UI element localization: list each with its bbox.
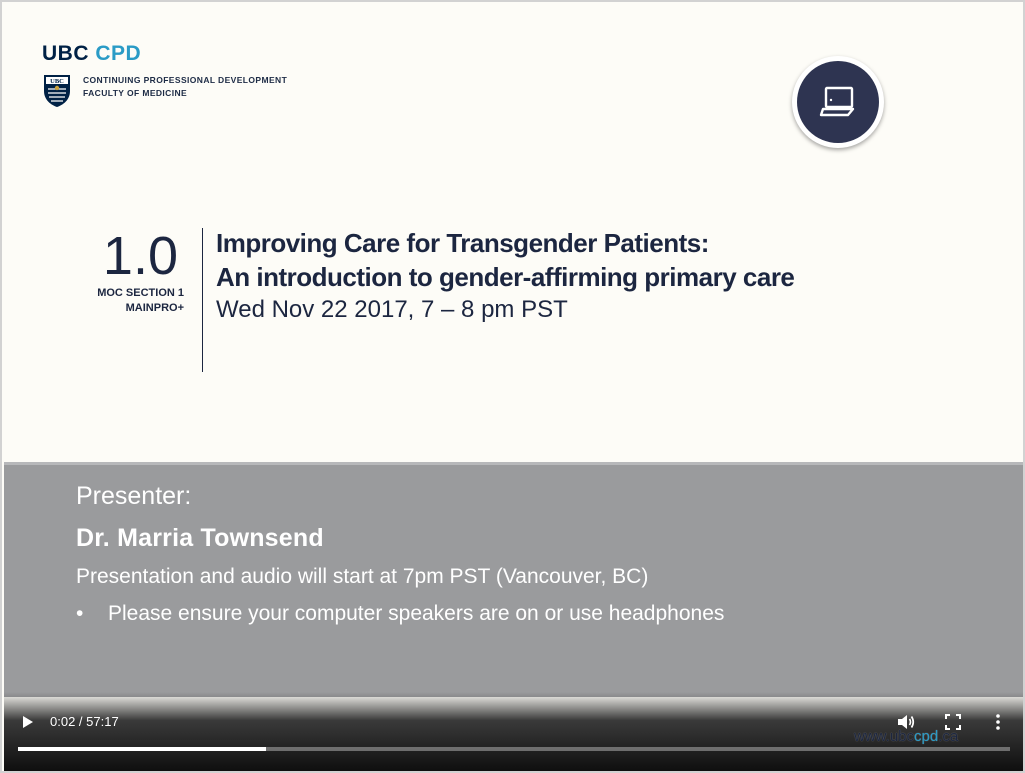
logo-cpd-text: CPD xyxy=(95,42,142,65)
presenter-panel xyxy=(4,462,1023,697)
play-icon[interactable] xyxy=(18,713,36,731)
session-subtitle: An introduction to gender-affirming primary care xyxy=(216,262,795,292)
presenter-label: Presenter: xyxy=(76,482,192,510)
session-date: Wed Nov 22 2017, 7 – 8 pm PST xyxy=(216,296,568,323)
player-controls xyxy=(4,692,1023,773)
logo-subtitle xyxy=(83,74,287,100)
session-title: Improving Care for Transgender Patients: xyxy=(216,228,709,258)
watermark-suffix: .ca xyxy=(938,728,959,745)
credit-type-moc: MOC SECTION 1 xyxy=(97,287,184,299)
bullet-marker: • xyxy=(76,602,84,625)
online-course-badge xyxy=(792,56,884,148)
time-display: 0:02 / 57:17 xyxy=(50,714,119,729)
laptop-icon xyxy=(817,81,859,123)
ubc-crest-icon xyxy=(42,73,72,109)
logo-ubc-text: UBC xyxy=(42,42,89,65)
watermark-cpd: cpd xyxy=(914,728,939,745)
audio-instruction-text: Please ensure your computer speakers are on or use headphones xyxy=(108,602,725,625)
vertical-divider xyxy=(202,228,203,372)
logo-line-1: CONTINUING PROFESSIONAL DEVELOPMENT xyxy=(83,75,288,85)
start-time-note: Presentation and audio will start at 7pm PST (Vancouver, BC) xyxy=(76,565,649,588)
session-title-block xyxy=(216,226,794,326)
progress-bar[interactable] xyxy=(18,747,1010,751)
watermark-prefix: www.ubc xyxy=(854,728,915,745)
audio-instruction xyxy=(76,600,724,628)
credit-type-mainpro: MAINPRO+ xyxy=(125,302,184,314)
credit-block xyxy=(64,226,184,316)
progress-fill xyxy=(18,747,266,751)
crest-text: UBC xyxy=(50,78,64,85)
presenter-info xyxy=(76,481,724,628)
logo-title xyxy=(42,42,141,66)
ubc-cpd-logo xyxy=(42,42,288,98)
badge-circle xyxy=(797,61,879,143)
volume-icon[interactable] xyxy=(896,713,916,731)
credit-hours: 1.0 xyxy=(102,226,178,286)
more-options-icon[interactable] xyxy=(994,713,1002,731)
presenter-name: Dr. Marria Townsend xyxy=(76,524,324,552)
fullscreen-icon[interactable] xyxy=(945,714,961,730)
slide-header-area xyxy=(4,4,1023,462)
logo-line-2: FACULTY OF MEDICINE xyxy=(83,88,188,98)
